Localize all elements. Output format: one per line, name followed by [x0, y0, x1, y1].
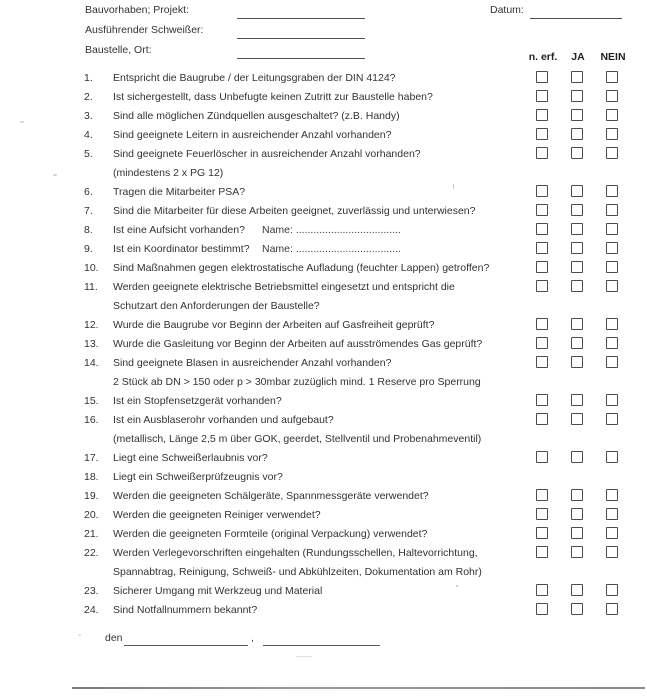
checkbox-nerf[interactable] [536, 204, 548, 216]
checkbox-nerf[interactable] [536, 223, 548, 235]
checkbox-nein[interactable] [606, 185, 618, 197]
footer-comma: , [251, 632, 254, 644]
question-subtext: Schutzart den Anforderungen der Baustelle? [113, 300, 320, 312]
question-subrow [0, 164, 647, 183]
field-baustelle-label: Baustelle, Ort: [85, 44, 152, 56]
checkbox-nerf[interactable] [536, 71, 548, 83]
question-row [0, 506, 647, 525]
field-baustelle-line[interactable] [237, 57, 365, 59]
question-row [0, 126, 647, 145]
checkbox-nein[interactable] [606, 546, 618, 558]
field-schweisser-label: Ausführender Schweißer: [85, 24, 204, 36]
checkbox-nerf[interactable] [536, 356, 548, 368]
checkbox-nein[interactable] [606, 223, 618, 235]
question-number: 19. [84, 490, 99, 502]
question-row [0, 88, 647, 107]
question-text: Sind geeignete Leitern in ausreichender Anzahl vorhanden? [113, 129, 392, 141]
checkbox-ja[interactable] [571, 109, 583, 121]
question-row [0, 487, 647, 506]
question-rows [0, 69, 647, 620]
footer-date-line[interactable] [124, 644, 248, 646]
question-number: 1. [84, 72, 93, 84]
question-text: Liegt ein Schweißerprüfzeugnis vor? [113, 471, 283, 483]
question-subrow [0, 563, 647, 582]
question-text: Liegt eine Schweißerlaubnis vor? [113, 452, 268, 464]
question-subrow [0, 430, 647, 449]
question-text: Ist sichergestellt, dass Unbefugte keinen Zutritt zur Baustelle haben? [113, 91, 433, 103]
question-number: 20. [84, 509, 99, 521]
checkbox-nerf[interactable] [536, 394, 548, 406]
checkbox-nerf[interactable] [536, 261, 548, 273]
checkbox-nein[interactable] [606, 508, 618, 520]
checkbox-nerf[interactable] [536, 451, 548, 463]
question-text: Ist ein Koordinator bestimmt? [113, 243, 250, 255]
question-number: 6. [84, 186, 93, 198]
checkbox-nein[interactable] [606, 394, 618, 406]
checkbox-nein[interactable] [606, 204, 618, 216]
field-bauvorhaben-label: Bauvorhaben; Projekt: [85, 4, 189, 16]
question-number: 24. [84, 604, 99, 616]
checkbox-nein[interactable] [606, 489, 618, 501]
question-row [0, 316, 647, 335]
field-schweisser-line[interactable] [237, 37, 365, 39]
question-number: 18. [84, 471, 99, 483]
question-number: 13. [84, 338, 99, 350]
question-text: Sind Maßnahmen gegen elektrostatische Aufladung (feuchter Lappen) getroffen? [113, 262, 490, 274]
question-subrow [0, 373, 647, 392]
checkbox-nein[interactable] [606, 147, 618, 159]
question-number: 21. [84, 528, 99, 540]
question-text: Sind alle möglichen Zündquellen ausgeschaltet? (z.B. Handy) [113, 110, 400, 122]
footer-den-label: den [105, 632, 123, 644]
checkbox-ja[interactable] [571, 337, 583, 349]
question-row [0, 411, 647, 430]
question-row [0, 202, 647, 221]
checkbox-nein[interactable] [606, 109, 618, 121]
question-text: Wurde die Gasleitung vor Beginn der Arbeiten auf ausströmendes Gas geprüft? [113, 338, 483, 350]
question-row [0, 240, 647, 259]
question-number: 10. [84, 262, 99, 274]
question-subtext: (metallisch, Länge 2,5 m über GOK, geerdet, Stellventil und Probenahmeventil) [113, 433, 482, 445]
question-number: 2. [84, 91, 93, 103]
checkbox-nerf[interactable] [536, 489, 548, 501]
checkbox-ja[interactable] [571, 90, 583, 102]
checkbox-ja[interactable] [571, 261, 583, 273]
question-text: Sind geeignete Blasen in ausreichender Anzahl vorhanden? [113, 357, 392, 369]
checkbox-nein[interactable] [606, 356, 618, 368]
question-number: 5. [84, 148, 93, 160]
column-header-nerf: n. erf. [528, 51, 558, 63]
checkbox-nein[interactable] [606, 261, 618, 273]
field-baustelle [85, 44, 385, 60]
checkbox-ja[interactable] [571, 223, 583, 235]
checkbox-nerf[interactable] [536, 527, 548, 539]
scan-artifact [20, 121, 24, 123]
question-row [0, 601, 647, 620]
checkbox-nerf[interactable] [536, 109, 548, 121]
checkbox-nein[interactable] [606, 413, 618, 425]
checkbox-nein[interactable] [606, 584, 618, 596]
question-row [0, 544, 647, 563]
checkbox-ja[interactable] [571, 204, 583, 216]
checkbox-ja[interactable] [571, 413, 583, 425]
question-number: 17. [84, 452, 99, 464]
checkbox-nein[interactable] [606, 603, 618, 615]
checkbox-ja[interactable] [571, 546, 583, 558]
name-dotted-field[interactable]: Name: .................................... [262, 224, 401, 236]
question-number: 22. [84, 547, 99, 559]
question-text: Ist eine Aufsicht vorhanden? [113, 224, 245, 236]
question-number: 16. [84, 414, 99, 426]
question-row [0, 278, 647, 297]
checkbox-ja[interactable] [571, 356, 583, 368]
checkbox-nerf[interactable] [536, 128, 548, 140]
checkbox-ja[interactable] [571, 242, 583, 254]
question-text: Entspricht die Baugrube / der Leitungsgraben der DIN 4124? [113, 72, 396, 84]
checkbox-ja[interactable] [571, 489, 583, 501]
checkbox-ja[interactable] [571, 451, 583, 463]
checkbox-ja[interactable] [571, 508, 583, 520]
question-number: 9. [84, 243, 93, 255]
checkbox-ja[interactable] [571, 280, 583, 292]
question-text: Sind Notfallnummern bekannt? [113, 604, 258, 616]
question-row [0, 525, 647, 544]
column-header-ja: JA [571, 51, 585, 63]
name-dotted-field[interactable]: Name: .................................... [262, 243, 401, 255]
checkbox-nein[interactable] [606, 318, 618, 330]
checkbox-ja[interactable] [571, 394, 583, 406]
question-text: Werden die geeigneten Reiniger verwendet? [113, 509, 321, 521]
question-text: Wurde die Baugrube vor Beginn der Arbeiten auf Gasfreiheit geprüft? [113, 319, 435, 331]
checkbox-ja[interactable] [571, 603, 583, 615]
field-bauvorhaben [85, 4, 385, 20]
scan-artifact [456, 585, 458, 587]
question-row [0, 259, 647, 278]
checkbox-nerf[interactable] [536, 90, 548, 102]
question-subrow [0, 297, 647, 316]
question-text: Werden die geeigneten Schälgeräte, Spannmessgeräte verwendet? [113, 490, 429, 502]
scan-artifact [53, 174, 57, 176]
checkbox-ja[interactable] [571, 128, 583, 140]
checkbox-nerf[interactable] [536, 603, 548, 615]
question-row [0, 354, 647, 373]
checkbox-ja[interactable] [571, 318, 583, 330]
checkbox-nein[interactable] [606, 242, 618, 254]
field-bauvorhaben-line[interactable] [237, 17, 365, 19]
question-text: Tragen die Mitarbeiter PSA? [113, 186, 246, 198]
question-number: 23. [84, 585, 99, 597]
field-datum [490, 4, 640, 20]
question-number: 3. [84, 110, 93, 122]
checkbox-nerf[interactable] [536, 508, 548, 520]
question-subtext: Spannabtrag, Reinigung, Schweiß- und Abkühlzeiten, Dokumentation am Rohr) [113, 566, 482, 578]
checkbox-nein[interactable] [606, 527, 618, 539]
question-number: 8. [84, 224, 93, 236]
question-number: 7. [84, 205, 93, 217]
question-row [0, 468, 647, 487]
field-datum-line[interactable] [530, 17, 622, 19]
question-row [0, 392, 647, 411]
checkbox-nerf[interactable] [536, 413, 548, 425]
question-row [0, 221, 647, 240]
checkbox-nerf[interactable] [536, 318, 548, 330]
scan-artifact [296, 656, 312, 657]
checkbox-nein[interactable] [606, 90, 618, 102]
checkbox-ja[interactable] [571, 185, 583, 197]
checkbox-nerf[interactable] [536, 584, 548, 596]
scan-artifact [78, 634, 81, 636]
checkbox-ja[interactable] [571, 147, 583, 159]
footer-place-line[interactable] [263, 644, 380, 646]
checkbox-nerf[interactable] [536, 337, 548, 349]
checkbox-nerf[interactable] [536, 546, 548, 558]
question-number: 12. [84, 319, 99, 331]
checkbox-nein[interactable] [606, 280, 618, 292]
question-number: 14. [84, 357, 99, 369]
column-header-nein: NEIN [600, 51, 626, 63]
checkbox-nerf[interactable] [536, 147, 548, 159]
checkbox-ja[interactable] [571, 527, 583, 539]
field-schweisser [85, 24, 385, 40]
question-row [0, 107, 647, 126]
question-row [0, 69, 647, 88]
question-text: Sicherer Umgang mit Werkzeug und Material [113, 585, 323, 597]
scan-artifact [453, 184, 454, 189]
footer-date-place [0, 630, 647, 648]
question-row [0, 582, 647, 601]
question-text: Ist ein Stopfensetzgerät vorhanden? [113, 395, 282, 407]
question-text: Sind die Mitarbeiter für diese Arbeiten geeignet, zuverlässig und unterwiesen? [113, 205, 476, 217]
checkbox-nerf[interactable] [536, 242, 548, 254]
checkbox-nein[interactable] [606, 128, 618, 140]
question-text: Ist ein Ausblaserohr vorhanden und aufgebaut? [113, 414, 334, 426]
question-text: Werden Verlegevorschriften eingehalten (Rundungsschellen, Haltevorrichtung, [113, 547, 478, 559]
question-number: 4. [84, 129, 93, 141]
checkbox-ja[interactable] [571, 71, 583, 83]
question-text: Werden geeignete elektrische Betriebsmittel eingesetzt und entspricht die [113, 281, 455, 293]
question-row [0, 145, 647, 164]
field-datum-label: Datum: [490, 4, 524, 16]
checkbox-nerf[interactable] [536, 280, 548, 292]
checkbox-nein[interactable] [606, 337, 618, 349]
checkbox-nein[interactable] [606, 71, 618, 83]
question-number: 15. [84, 395, 99, 407]
checkbox-nerf[interactable] [536, 185, 548, 197]
question-number: 11. [84, 281, 98, 293]
question-row [0, 449, 647, 468]
question-text: Sind geeignete Feuerlöscher in ausreichender Anzahl vorhanden? [113, 148, 421, 160]
question-subtext: 2 Stück ab DN > 150 oder p > 30mbar zuzüglich mind. 1 Reserve pro Sperrung [113, 376, 481, 388]
question-subtext: (mindestens 2 x PG 12) [113, 167, 224, 179]
question-row [0, 335, 647, 354]
question-row [0, 183, 647, 202]
question-text: Werden die geeigneten Formteile (original Verpackung) verwendet? [113, 528, 428, 540]
footer-rule [72, 687, 645, 689]
checkbox-nein[interactable] [606, 451, 618, 463]
checkbox-ja[interactable] [571, 584, 583, 596]
